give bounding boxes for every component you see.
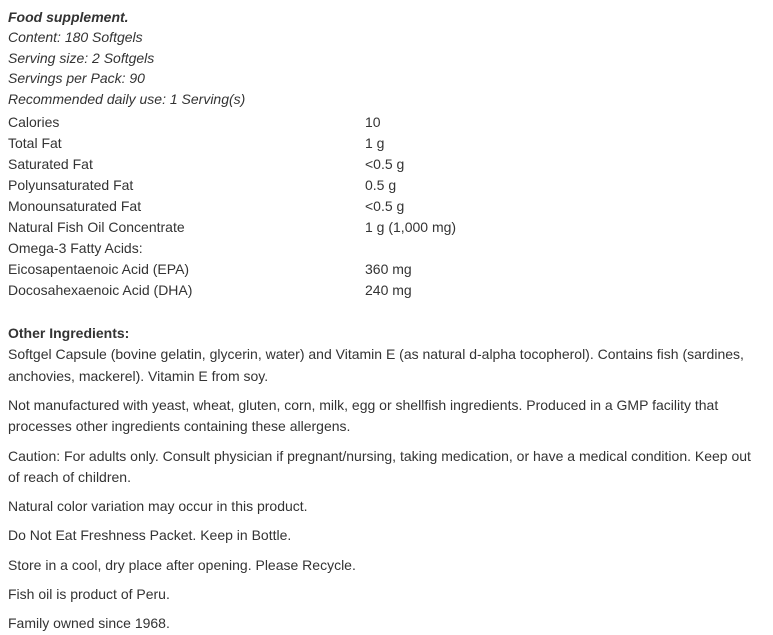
family-owned-paragraph: Family owned since 1968. bbox=[8, 615, 170, 632]
table-row bbox=[8, 259, 761, 280]
nutrient-value bbox=[365, 238, 761, 259]
nutrient-label: Omega-3 Fatty Acids: bbox=[8, 240, 143, 257]
other-ingredients-body: Softgel Capsule (bovine gelatin, glycerin, water) and Vitamin E (as natural d-alpha tocopherol). Contains fish (sardines, anchovies, mackerel). Vitamin E from soy. bbox=[8, 346, 744, 384]
allergen-paragraph: Not manufactured with yeast, wheat, gluten, corn, milk, egg or shellfish ingredients. Produced in a GMP facility that processes other ingredients containing these allergens. bbox=[8, 396, 719, 435]
nutrient-label: Saturated Fat bbox=[8, 156, 93, 173]
nutrient-label: Docosahexaenoic Acid (DHA) bbox=[8, 282, 193, 299]
table-row bbox=[8, 133, 761, 154]
nutrition-table bbox=[8, 112, 761, 301]
color-variation-paragraph: Natural color variation may occur in this product. bbox=[8, 498, 308, 515]
intro-title: Food supplement. bbox=[8, 9, 129, 25]
nutrient-value: <0.5 g bbox=[365, 198, 405, 215]
nutrient-value: 0.5 g bbox=[365, 177, 397, 194]
supplement-intro-block bbox=[8, 7, 761, 109]
storage-paragraph: Store in a cool, dry place after opening. Please Recycle. bbox=[8, 556, 356, 573]
nutrient-label: Total Fat bbox=[8, 135, 62, 152]
intro-servings-per-pack-line: Servings per Pack: 90 bbox=[8, 70, 145, 87]
other-ingredients-heading: Other Ingredients: bbox=[8, 325, 130, 342]
table-row bbox=[8, 112, 761, 133]
nutrient-label: Polyunsaturated Fat bbox=[8, 177, 134, 194]
table-row bbox=[8, 154, 761, 175]
nutrient-label: Eicosapentaenoic Acid (EPA) bbox=[8, 261, 190, 278]
nutrient-value: 1 g (1,000 mg) bbox=[365, 219, 457, 236]
nutrient-label: Monounsaturated Fat bbox=[8, 198, 142, 215]
nutrient-value: 240 mg bbox=[365, 282, 412, 299]
freshness-packet-paragraph: Do Not Eat Freshness Packet. Keep in Bottle. bbox=[8, 527, 292, 544]
origin-paragraph: Fish oil is product of Peru. bbox=[8, 586, 170, 602]
other-ingredients-section bbox=[8, 323, 761, 635]
table-row bbox=[8, 280, 761, 301]
table-row bbox=[8, 238, 761, 259]
table-row bbox=[8, 196, 761, 217]
table-row bbox=[8, 217, 761, 238]
intro-daily-use-line: Recommended daily use: 1 Serving(s) bbox=[8, 90, 246, 107]
caution-paragraph: Caution: For adults only. Consult physician if pregnant/nursing, taking medication, or have a medical condition. Keep out of reach of children. bbox=[8, 447, 751, 485]
nutrient-value: <0.5 g bbox=[365, 156, 405, 173]
intro-serving-size-line: Serving size: 2 Softgels bbox=[8, 49, 155, 66]
intro-content-line: Content: 180 Softgels bbox=[8, 29, 143, 46]
table-row bbox=[8, 175, 761, 196]
nutrient-value: 1 g bbox=[365, 135, 385, 152]
nutrient-label: Natural Fish Oil Concentrate bbox=[8, 219, 185, 236]
nutrient-value: 10 bbox=[365, 114, 381, 131]
nutrient-value: 360 mg bbox=[365, 261, 412, 278]
nutrient-label: Calories bbox=[8, 114, 60, 131]
